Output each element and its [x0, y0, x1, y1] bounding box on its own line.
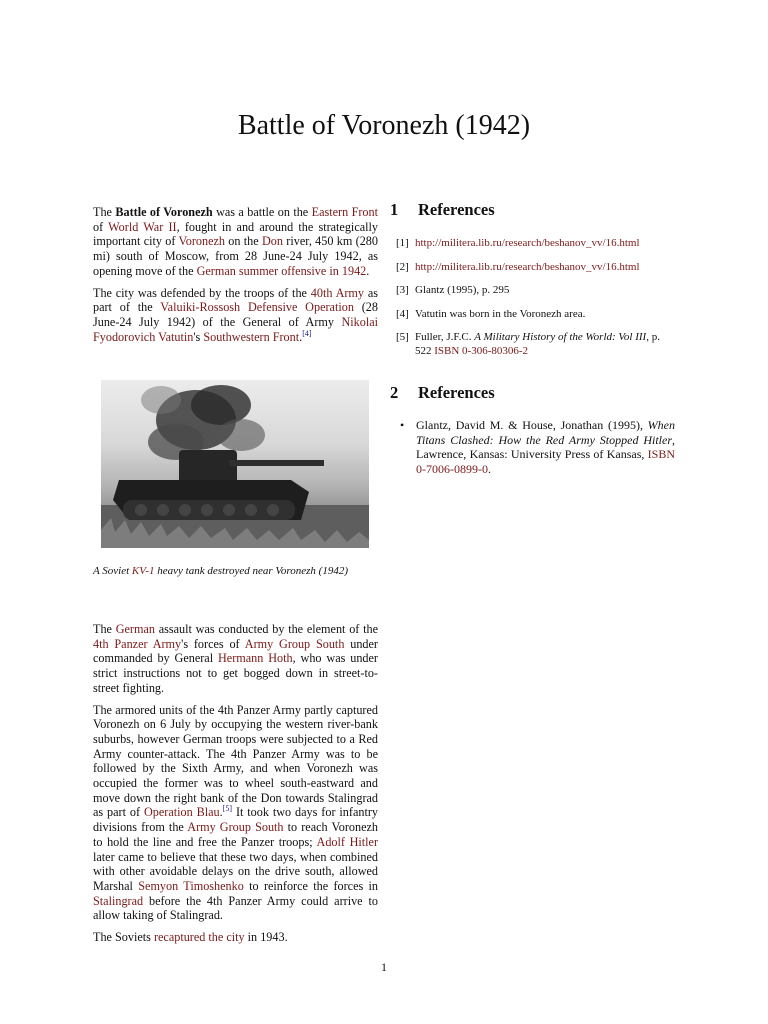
isbn-link[interactable]: ISBN 0-306-80306-2 — [434, 345, 529, 357]
section-heading-references-1 — [390, 200, 495, 220]
link-eastern-front[interactable]: Eastern Front — [311, 205, 378, 219]
link-stalingrad[interactable]: Stalingrad — [93, 893, 144, 908]
link-german-summer-offensive[interactable]: German summer offensive in 1942 — [196, 263, 367, 278]
link-don[interactable]: Don — [262, 234, 283, 249]
link-semyon-timoshenko[interactable]: Semyon Timoshenko — [138, 878, 244, 893]
reference-list — [396, 236, 678, 368]
intro-section — [93, 205, 378, 351]
link-army-group-south-2[interactable]: Army Group South — [187, 820, 284, 835]
link-kv-1[interactable]: KV-1 — [131, 565, 155, 577]
link-southwestern-front[interactable]: Southwestern Front — [203, 329, 300, 344]
isbn-link[interactable]: ISBN 0-7006-0899-0 — [416, 447, 675, 477]
reference-link[interactable]: http://militera.lib.ru/research/beshanov_vv/16.html — [415, 237, 640, 249]
link-valuiki-rossosh-operation[interactable]: Valuiki-Rossosh Defensive Operation — [160, 300, 354, 315]
bibliography-list — [400, 418, 675, 477]
link-world-war-ii[interactable]: World War II — [108, 219, 177, 234]
body-paragraph-1: The German assault was conducted by the element of the 4th Panzer Army's forces of Army Group South under commanded by General Hermann Hoth, who was under strict instructions not to get bogged down in street-to-street fighting. — [93, 622, 378, 695]
section-heading-references-2 — [390, 383, 495, 403]
citation-4[interactable]: [4] — [302, 328, 312, 338]
tank-photo — [101, 380, 369, 548]
body-paragraph-3: The Soviets recaptured the city in 1943. — [93, 930, 288, 945]
section-number: 2 — [390, 383, 399, 402]
link-40th-army[interactable]: 40th Army — [310, 285, 365, 300]
body-section — [93, 622, 378, 952]
link-adolf-hitler[interactable]: Adolf Hitler — [316, 834, 378, 849]
bold-term: Battle of Voronezh — [115, 205, 213, 219]
citation-5[interactable]: [5] — [222, 804, 233, 814]
link-army-group-south[interactable]: Army Group South — [244, 636, 345, 651]
link-operation-blau[interactable]: Operation Blau — [143, 805, 220, 820]
link-vatutin[interactable]: Nikolai Fyodorovich Vatutin — [93, 314, 378, 344]
section-title: References — [418, 383, 495, 402]
section-number: 1 — [390, 200, 399, 219]
bibliography-item: • Glantz, David M. & House, Jonathan (1995), When Titans Clashed: How the Red Army Stopped Hitler, Lawrence, Kansas: University Press of Kansas, ISBN 0-7006-0899-0. — [400, 418, 675, 477]
link-voronezh[interactable]: Voronezh — [178, 234, 225, 249]
reference-item: [2] http://militera.lib.ru/research/beshanov_vv/16.html — [396, 260, 640, 273]
link-4th-panzer-army[interactable]: 4th Panzer Army — [93, 636, 182, 651]
intro-paragraph-2: The city was defended by the troops of the 40th Army as part of the Valuiki-Rossosh Defensive Operation (28 June-24 July 1942) of the General of Army Nikolai Fyodorovich Vatutin's Southwestern Front.[4] — [93, 285, 378, 344]
page-number: 1 — [381, 960, 387, 974]
reference-item: [5] Fuller, J.F.C. A Military History of the World: Vol III, p. 522 ISBN 0-306-80306-2 — [396, 331, 660, 357]
link-hermann-hoth[interactable]: Hermann Hoth — [217, 651, 293, 666]
page-title: Battle of Voronezh (1942) — [237, 110, 531, 141]
reference-item: [3] Glantz (1995), p. 295 — [396, 284, 510, 296]
section-title: References — [418, 200, 495, 219]
body-paragraph-2: The armored units of the 4th Panzer Army partly captured Voronezh on 6 July by occupying the western river-bank suburbs, however German troops were subjected to a Red Army counter-attack. The 4th Panzer Army was to be followed by the Sixth Army, and when Voronezh was occupied the former was to wheel south-eastward and move down the right bank of the Don towards Stalingrad as part of Operation Blau.[5] It took two days for infantry divisions from the Army Group South to reach Voronezh to hold the line and free the Panzer troops; Adolf Hitler later came to believe that these two days, when combined with other avoidable delays on the drive south, allowed Marshal Semyon Timoshenko to reinforce the forces in Stalingrad before the 4th Panzer Army could arrive to allow taking of Stalingrad. — [93, 702, 379, 923]
tank-illustration — [101, 380, 369, 548]
figure-caption: A Soviet KV-1 heavy tank destroyed near Voronezh (1942) — [93, 565, 348, 577]
reference-item: [4] Vatutin was born in the Voronezh area. — [396, 307, 586, 320]
intro-paragraph-1: The Battle of Voronezh was a battle on the Eastern Front of World War II, fought in and around the strategically important city of Voronezh on the Don river, 450 km (280 mi) south of Moscow, from 28 June-24 July 1942, as opening move of the German summer offensive in 1942. — [93, 205, 379, 278]
link-recaptured-the-city[interactable]: recaptured the city — [153, 930, 245, 945]
link-german[interactable]: German — [115, 622, 155, 636]
reference-link[interactable]: http://militera.lib.ru/research/beshanov_vv/16.html — [415, 260, 640, 273]
reference-item: [1] http://militera.lib.ru/research/beshanov_vv/16.html — [396, 237, 640, 249]
bullet-icon: • — [400, 418, 405, 432]
